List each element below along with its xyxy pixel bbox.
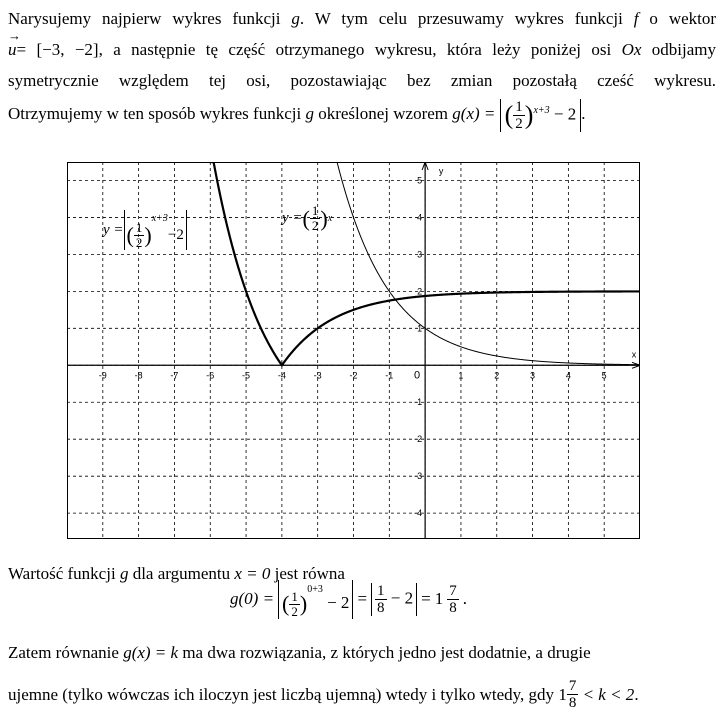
label-lhs: y = xyxy=(103,221,124,238)
x-tick-label: 4 xyxy=(565,370,571,381)
eq-abs-2 xyxy=(371,583,417,616)
eq-minus-two: − 2 xyxy=(327,593,350,612)
intro-paragraph xyxy=(8,3,716,132)
conclusion-text: ma dwa rozwiązania, z których jedno jest dodatnie, a drugie xyxy=(182,643,591,662)
x-tick-label: 5 xyxy=(601,370,607,381)
x-tick-label: -8 xyxy=(134,370,143,381)
conclusion-line-2 xyxy=(8,637,716,668)
x-tick-label: -7 xyxy=(170,370,179,381)
eq-eighth xyxy=(375,583,387,616)
label-lhs: y = xyxy=(282,210,303,226)
ineq-whole: 1 xyxy=(558,685,567,704)
frac-num: 1 xyxy=(291,588,298,604)
formula-minus-two: − 2 xyxy=(553,104,577,123)
label-f-formula: y = ( $\frac{1}{2}$ ) x xyxy=(282,203,333,233)
intro-text: określonej wzorem xyxy=(318,104,449,123)
intro-text: Otrzymujemy w ten sposób wykres funkcji xyxy=(8,104,302,123)
frac-den: 2 xyxy=(135,235,143,251)
intro-text: odbijamy xyxy=(651,40,717,59)
intro-text: o wektor xyxy=(649,9,717,28)
intro-line-3 xyxy=(8,65,716,96)
period: . xyxy=(581,104,586,123)
y-tick-label: 2 xyxy=(417,286,423,297)
x-tick-label: -9 xyxy=(98,370,107,381)
vector-u xyxy=(8,28,21,65)
g0-equation xyxy=(230,580,467,619)
y-tick-label: 4 xyxy=(417,212,423,223)
conclusion-text: ujemne (tylko wówczas ich iloczyn jest liczbą ujemną) wtedy i tylko wtedy, gdy xyxy=(8,685,555,704)
x-tick-label: -3 xyxy=(313,370,322,381)
label-half xyxy=(134,221,145,250)
ineq-rest: < k < 2 xyxy=(582,685,635,704)
x-axis-label: x xyxy=(631,349,637,360)
formula-lhs: g(x) = xyxy=(452,104,496,123)
math-ox: Ox xyxy=(621,40,642,59)
intro-line-1 xyxy=(8,3,716,34)
x-tick-label: -2 xyxy=(349,370,358,381)
y-tick-label: 5 xyxy=(417,175,423,186)
vector-arrow-icon: → xyxy=(8,28,21,43)
x-tick-label: -5 xyxy=(242,370,251,381)
eq-sign: = xyxy=(421,589,431,609)
eq-half xyxy=(289,590,300,619)
x-tick-label: 3 xyxy=(530,370,536,381)
y-tick-label: -2 xyxy=(414,434,423,445)
series-f-curve xyxy=(333,162,640,365)
intro-text: , a następnie tę część otrzymanego wykresu, która leży poniżej osi xyxy=(98,40,612,59)
conclusion-text: Wartość funkcji xyxy=(8,564,116,583)
y-tick-label: 3 xyxy=(417,249,423,260)
label-minus-two: −2 xyxy=(167,227,184,243)
formula-exponent: x+3 xyxy=(533,104,550,116)
x-tick-label: 1 xyxy=(458,370,464,381)
x-tick-label: -6 xyxy=(206,370,215,381)
intro-line-4 xyxy=(8,98,716,132)
frac-num: 1 xyxy=(311,203,319,218)
math-g: g xyxy=(119,564,129,583)
label-exponent: x+3 xyxy=(151,213,168,224)
frac-den: 8 xyxy=(449,599,457,616)
conclusion-text: jest równa xyxy=(274,564,345,583)
vector-letter: u xyxy=(8,40,17,59)
vector-value: = [−3, −2] xyxy=(16,40,99,59)
frac-num: 7 xyxy=(568,678,577,694)
math-x0: x = 0 xyxy=(234,564,271,583)
fraction-half xyxy=(513,99,525,132)
eq-sign: = xyxy=(357,589,368,609)
y-tick-label: -4 xyxy=(414,508,423,519)
label-g-formula xyxy=(103,210,187,250)
label-half xyxy=(310,204,321,233)
conclusion-text: dla argumentu xyxy=(132,564,231,583)
intro-text: . W tym celu przesuwamy wykres funkcji xyxy=(299,9,623,28)
math-f: f xyxy=(633,9,639,28)
period: . xyxy=(462,589,467,609)
math-g: g xyxy=(305,104,314,123)
frac-den: 8 xyxy=(377,599,385,616)
frac-num: 1 xyxy=(515,98,523,115)
origin-label: 0 xyxy=(414,369,421,382)
frac-num: 1 xyxy=(135,220,143,236)
period: . xyxy=(634,685,639,704)
eq-lhs: g(0) = xyxy=(230,589,275,609)
y-axis-label: y xyxy=(438,166,444,176)
math-g: g xyxy=(291,9,300,28)
frac-den: 2 xyxy=(311,218,319,233)
label-g-abs: ( $\frac{1}{2}$ )$^{x+3}$−2 xyxy=(124,210,187,250)
eq-exponent: 0+3 xyxy=(307,584,323,595)
y-tick-label: -1 xyxy=(414,397,423,408)
frac-num: 7 xyxy=(449,582,457,599)
eq-minus-two: − 2 xyxy=(390,588,414,608)
x-tick-label: 2 xyxy=(494,370,500,381)
label-exponent: x xyxy=(327,213,333,224)
frac-den: 8 xyxy=(568,695,577,711)
conclusion-text: Zatem równanie xyxy=(8,643,119,662)
intro-text: symetrycznie względem tej osi, pozostawiając bez zmian pozostałą cześć wykresu. xyxy=(8,71,716,90)
frac-den: 2 xyxy=(291,603,298,619)
frac-num: 1 xyxy=(377,582,385,599)
frac-den: 2 xyxy=(515,115,523,132)
intro-text: Narysujemy najpierw wykres funkcji xyxy=(8,9,281,28)
x-tick-label: -4 xyxy=(277,370,286,381)
formula-abs: ( $\frac{1}{2}$ )$^{x+3}$ − 2 xyxy=(500,99,582,132)
eq-abs-1: ( $\frac{1}{2}$ )$^{0+3}$ − 2 xyxy=(278,580,353,619)
result-fraction xyxy=(447,583,459,616)
conclusion-line-3 xyxy=(8,678,716,711)
result-whole: 1 xyxy=(434,589,444,609)
y-tick-label: -3 xyxy=(414,471,423,482)
math-gxk: g(x) = k xyxy=(123,643,179,662)
y-tick-label: 1 xyxy=(417,323,423,334)
ineq-fraction xyxy=(567,678,579,711)
x-tick-label: -1 xyxy=(385,370,394,381)
intro-line-2 xyxy=(8,28,717,65)
